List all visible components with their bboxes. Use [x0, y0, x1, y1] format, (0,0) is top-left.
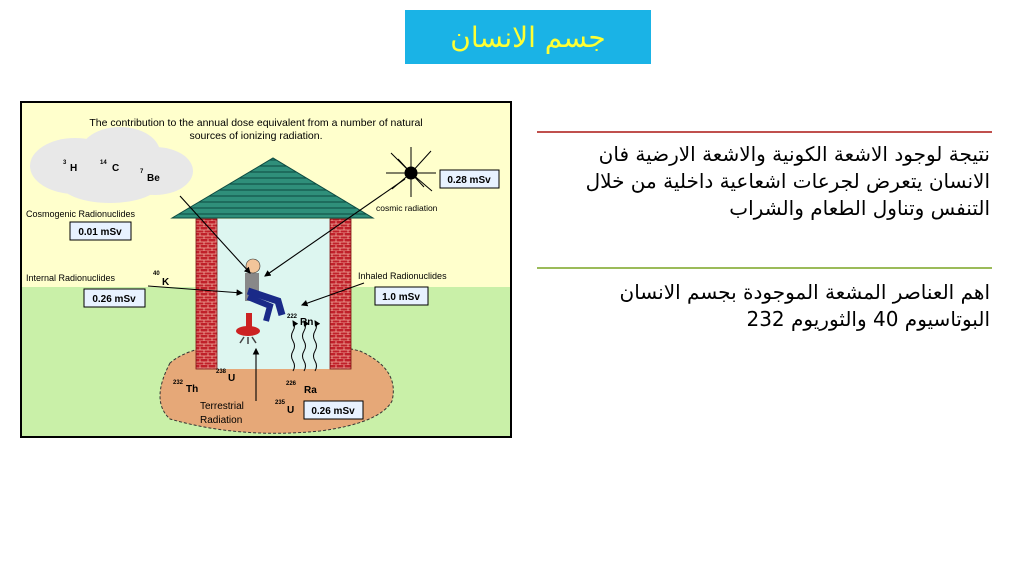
rn-mass: 222 — [287, 314, 298, 320]
u238-mass: 238 — [216, 369, 227, 375]
paragraph-1: نتيجة لوجود الاشعة الكونية والاشعة الارضية فان الانسان يتعرض لجرعات اشعاعية داخلية من خلال التنفس وتناول الطعام والشراب — [585, 142, 990, 220]
inhaled-dose: 1.0 mSv — [382, 292, 420, 303]
radiation-dose-figure — [20, 101, 512, 438]
u235-symbol: U — [287, 405, 295, 416]
cosmic-label: cosmic radiation — [376, 203, 438, 213]
terrestrial-line1: Terrestrial — [200, 401, 244, 412]
red-divider — [537, 131, 992, 133]
u235-mass: 235 — [275, 400, 286, 406]
c-mass: 14 — [100, 160, 107, 166]
k-symbol: K — [162, 277, 170, 288]
be-symbol: Be — [147, 173, 160, 184]
cosmogenic-label: Cosmogenic Radionuclides — [26, 209, 136, 219]
left-wall — [196, 219, 217, 369]
c-symbol: C — [112, 163, 120, 174]
u238-symbol: U — [228, 373, 236, 384]
h-mass: 3 — [63, 160, 67, 166]
ra226-symbol: Ra — [304, 385, 317, 396]
green-divider — [537, 267, 992, 269]
slide-title-box — [405, 10, 651, 64]
terrestrial-line2: Radiation — [200, 415, 243, 426]
th232-symbol: Th — [186, 384, 199, 395]
internal-label: Internal Radionuclides — [26, 273, 116, 283]
cosmogenic-dose: 0.01 mSv — [78, 227, 122, 238]
rn-symbol: Rn — [300, 317, 314, 328]
internal-dose: 0.26 mSv — [92, 294, 136, 305]
caption-line1: The contribution to the annual dose equivalent from a number of natural — [89, 117, 423, 129]
ra226-mass: 226 — [286, 381, 297, 387]
slide-title: جسم الانسان — [450, 20, 606, 54]
paragraph-2: اهم العناصر المشعة الموجودة بجسم الانسان البوتاسيوم 40 والثوريوم 232 — [619, 280, 990, 331]
terrestrial-dose: 0.26 mSv — [311, 406, 355, 417]
th232-mass: 232 — [173, 380, 184, 386]
h-symbol: H — [70, 163, 78, 174]
inhaled-label: Inhaled Radionuclides — [358, 271, 447, 281]
be-mass: 7 — [140, 169, 144, 175]
k-mass: 40 — [153, 271, 160, 277]
cosmic-dose: 0.28 mSv — [447, 175, 491, 186]
caption-line2: sources of ionizing radiation. — [189, 130, 323, 142]
